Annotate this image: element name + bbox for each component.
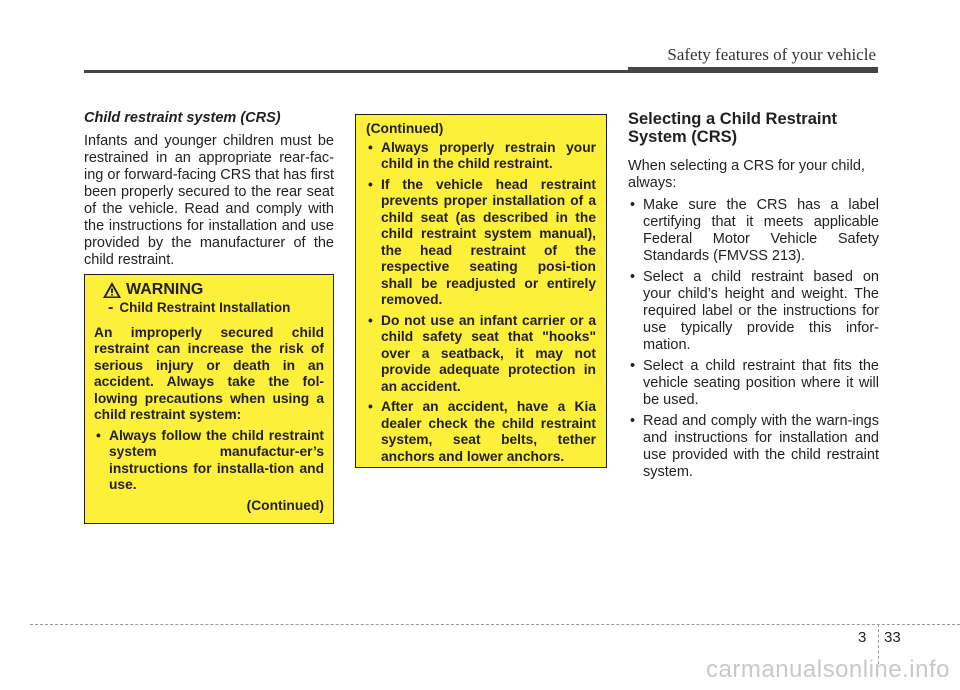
bullet-text: If the vehicle head restraint prevents proper installation of a child seat (as described in the child restraint system manual), the head restraint of the respective seating posi-tion shall be readjusted or entirely removed. xyxy=(381,176,596,307)
left-column xyxy=(84,110,334,269)
watermark: carmanualsonline.info xyxy=(706,656,950,683)
bullet-text: Select a child restraint that fits the vehicle seating position where it will be used. xyxy=(643,358,879,408)
continued-bullet-list xyxy=(366,140,596,466)
bullet-text: Select a child restraint based on your child’s height and weight. The required label or the instructions for use typically provide this infor-mation. xyxy=(643,269,879,353)
warning-triangle-icon xyxy=(102,281,122,299)
warning-paragraph: An improperly secured child restraint can increase the risk of serious injury or death in an accident. Always take the fol-lowing precautions when using a child restraint system: xyxy=(94,324,324,422)
bullet-icon: • xyxy=(368,399,373,414)
right-column xyxy=(628,110,879,485)
bullet-icon: • xyxy=(630,413,636,429)
running-header: Safety features of your vehicle xyxy=(667,45,876,64)
page-number: 33 xyxy=(884,629,901,646)
bullet-icon: • xyxy=(368,139,373,155)
footer-rule xyxy=(30,624,960,625)
bullet-icon: • xyxy=(368,176,373,192)
list-item xyxy=(366,313,596,396)
crs-intro-paragraph: Infants and younger children must be restrained in an appropriate rear-fac-ing or forward-facing CRS that has first been properly secured to the rear seat of the vehicle. Read and comply with the instructions for installation and use provided by the manufacturer of the child restraint. xyxy=(84,133,334,268)
warning-box xyxy=(84,274,334,524)
list-item xyxy=(628,358,879,409)
section-number: 3 xyxy=(858,629,867,646)
bullet-icon: • xyxy=(630,197,636,213)
warning-title: WARNING xyxy=(126,280,204,298)
selecting-bullet-list xyxy=(628,197,879,481)
bullet-text: Make sure the CRS has a label certifying that it meets applicable Federal Motor Vehicle Safety Standards (FMVSS 213). xyxy=(643,197,879,264)
list-item xyxy=(366,177,596,309)
bullet-icon: • xyxy=(630,358,636,374)
bullet-text: Do not use an infant carrier or a child safety seat that "hooks" over a seatback, it may not provide adequate protection in an accident. xyxy=(381,312,596,394)
continued-label: (Continued) xyxy=(246,497,324,513)
section-title-crs: Child restraint system (CRS) xyxy=(84,110,281,126)
bullet-text: Always follow the child restraint system manufactur-er’s instructions for installa-tion and use. xyxy=(109,427,324,492)
header-rule-accent xyxy=(628,67,878,73)
warning-subtitle-row xyxy=(108,300,324,317)
warning-header xyxy=(102,281,324,299)
warning-subtitle: Child Restraint Installation xyxy=(119,300,291,315)
list-item xyxy=(366,399,596,465)
bullet-icon: • xyxy=(96,427,101,443)
selecting-intro: When selecting a CRS for your child, always: xyxy=(628,158,865,191)
bullet-text: After an accident, have a Kia dealer check the child restraint system, seat belts, tether anchors and lower anchors. xyxy=(381,399,596,464)
list-item xyxy=(628,197,879,265)
dash-glyph: - xyxy=(108,299,114,316)
list-item xyxy=(94,428,324,494)
bullet-icon: • xyxy=(368,312,373,328)
continued-heading: (Continued) xyxy=(366,121,444,136)
warning-bullet-list xyxy=(94,428,324,494)
section-title-selecting-crs: Selecting a Child Restraint System (CRS) xyxy=(628,110,838,146)
list-item xyxy=(628,269,879,354)
bullet-icon: • xyxy=(630,269,636,285)
bullet-text: Always properly restrain your child in the child restraint. xyxy=(381,139,596,171)
list-item xyxy=(366,140,596,173)
bullet-text: Read and comply with the warn-ings and instructions for installation and use provided with the child restraint system. xyxy=(643,413,879,480)
continued-warning-box xyxy=(355,114,607,468)
list-item xyxy=(628,413,879,481)
